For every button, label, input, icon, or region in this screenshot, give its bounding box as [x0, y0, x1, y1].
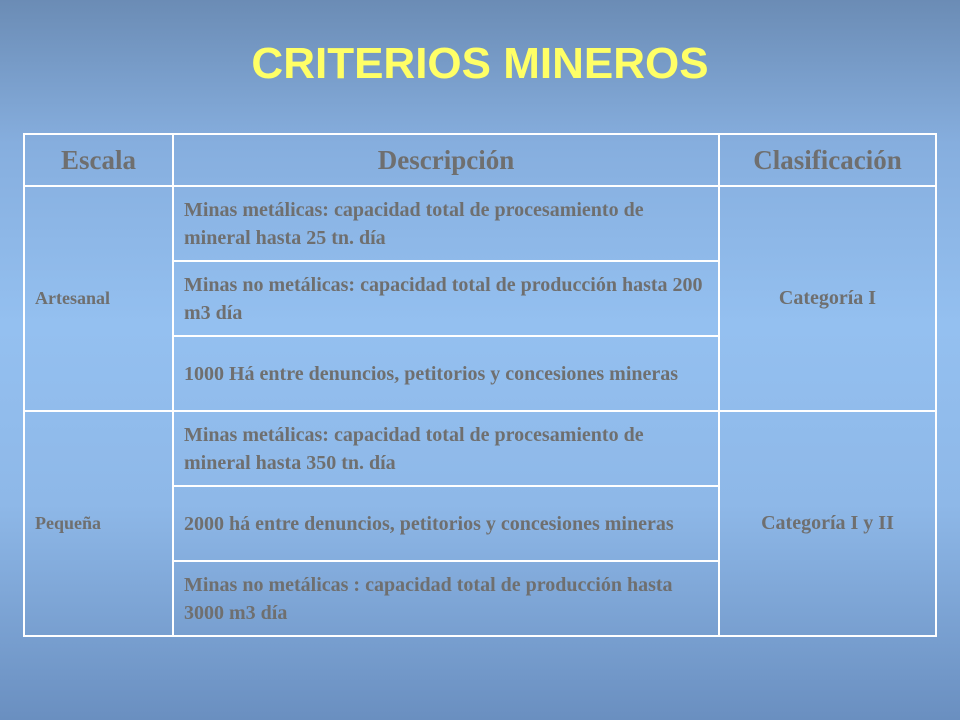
description-cell: Minas metálicas: capacidad total de procesamiento de mineral hasta 350 tn. día — [173, 411, 719, 486]
description-cell: Minas no metálicas : capacidad total de producción hasta 3000 m3 día — [173, 561, 719, 636]
classification-cell-artesanal: Categoría I — [719, 186, 936, 411]
scale-cell-pequena: Pequeña — [24, 411, 173, 636]
table-header-row — [24, 134, 936, 186]
description-cell: Minas metálicas: capacidad total de procesamiento de mineral hasta 25 tn. día — [173, 186, 719, 261]
header-escala: Escala — [24, 134, 173, 186]
table-row — [24, 411, 936, 486]
scale-cell-artesanal: Artesanal — [24, 186, 173, 411]
header-clasificacion: Clasificación — [719, 134, 936, 186]
header-descripcion: Descripción — [173, 134, 719, 186]
page-title: CRITERIOS MINEROS — [251, 39, 709, 88]
criteria-table — [23, 133, 937, 637]
table-row — [24, 186, 936, 261]
description-cell: 1000 Há entre denuncios, petitorios y concesiones mineras — [173, 336, 719, 411]
description-cell: Minas no metálicas: capacidad total de producción hasta 200 m3 día — [173, 261, 719, 336]
classification-cell-pequena: Categoría I y II — [719, 411, 936, 636]
description-cell: 2000 há entre denuncios, petitorios y concesiones mineras — [173, 486, 719, 561]
